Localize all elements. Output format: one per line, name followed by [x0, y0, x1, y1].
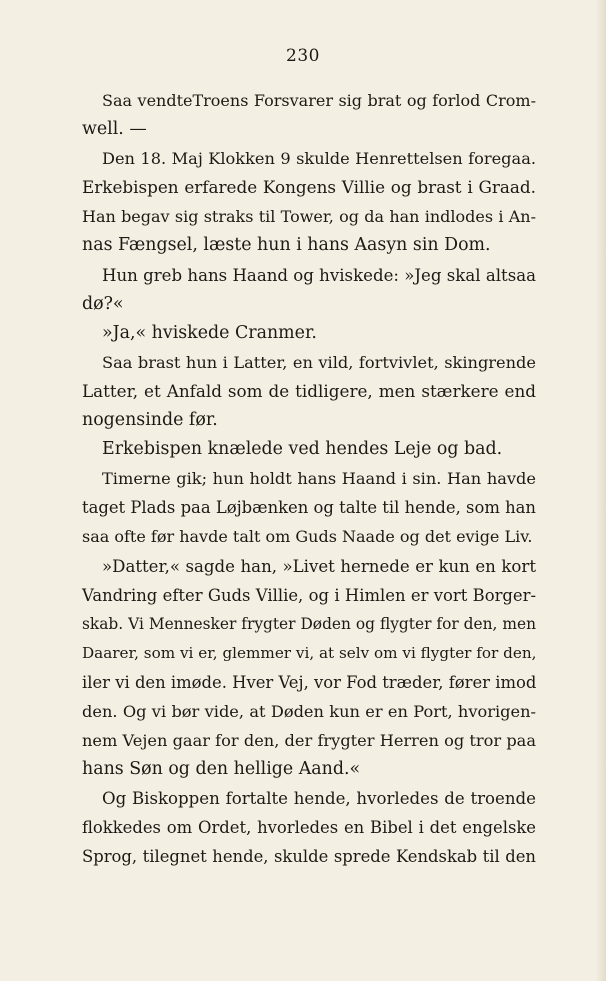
text-line: saa ofte før havde talt om Guds Naade og det evige Liv.	[82, 527, 533, 547]
text-line: iler vi den imøde. Hver Vej, vor Fod træder, fører imod	[82, 672, 537, 692]
text-line: Og Biskoppen fortalte hende, hvorledes de troende	[102, 789, 536, 809]
text-line: nem Vejen gaar for den, der frygter Herren og tror paa	[82, 731, 536, 751]
text-line: Han begav sig straks til Tower, og da han indlodes i An-	[82, 207, 536, 227]
text-line: Daarer, som vi er, glemmer vi, at selv om vi flygter for den,	[82, 643, 537, 662]
text-line: Saa vendteTroens Forsvarer sig brat og forlod Crom-	[102, 91, 536, 110]
page-edge	[596, 0, 606, 981]
text-line: hans Søn og den hellige Aand.«	[82, 759, 361, 780]
text-line: skab. Vi Mennesker frygter Døden og flygter for den, men	[82, 614, 536, 633]
text-line: Erkebispen erfarede Kongens Villie og brast i Graad.	[82, 177, 536, 198]
text-line: Den 18. Maj Klokken 9 skulde Henrettelsen foregaa.	[102, 149, 536, 169]
text-line: Timerne gik; hun holdt hans Haand i sin. Han havde	[102, 469, 536, 489]
text-line: nas Fængsel, læste hun i hans Aasyn sin Dom.	[82, 235, 491, 256]
text-line: den. Og vi bør vide, at Døden kun er en Port, hvorigen-	[82, 701, 536, 721]
text-line: »Ja,« hviskede Cranmer.	[102, 322, 317, 343]
text-line: taget Plads paa Løjbænken og talte til hende, som han	[82, 498, 536, 518]
text-line: well. —	[82, 119, 147, 140]
body-text	[82, 86, 536, 872]
page-number: 230	[286, 46, 320, 66]
text-line: Vandring efter Guds Villie, og i Himlen er vort Borger-	[82, 585, 536, 605]
text-line: Saa brast hun i Latter, en vild, fortvivlet, skingrende	[102, 352, 536, 372]
text-line: Sprog, tilegnet hende, skulde sprede Kendskab til den	[82, 847, 536, 867]
text-line: Erkebispen knælede ved hendes Leje og bad.	[102, 439, 503, 460]
text-line: »Datter,« sagde han, »Livet hernede er kun en kort	[102, 556, 536, 576]
text-line: nogensinde før.	[82, 410, 218, 431]
text-line: dø?«	[82, 293, 124, 314]
text-line: flokkedes om Ordet, hvorledes en Bibel i det engelske	[82, 818, 536, 838]
text-line: Hun greb hans Haand og hviskede: »Jeg skal altsaa	[102, 265, 536, 285]
text-line: Latter, et Anfald som de tidligere, men stærkere end	[82, 380, 536, 401]
